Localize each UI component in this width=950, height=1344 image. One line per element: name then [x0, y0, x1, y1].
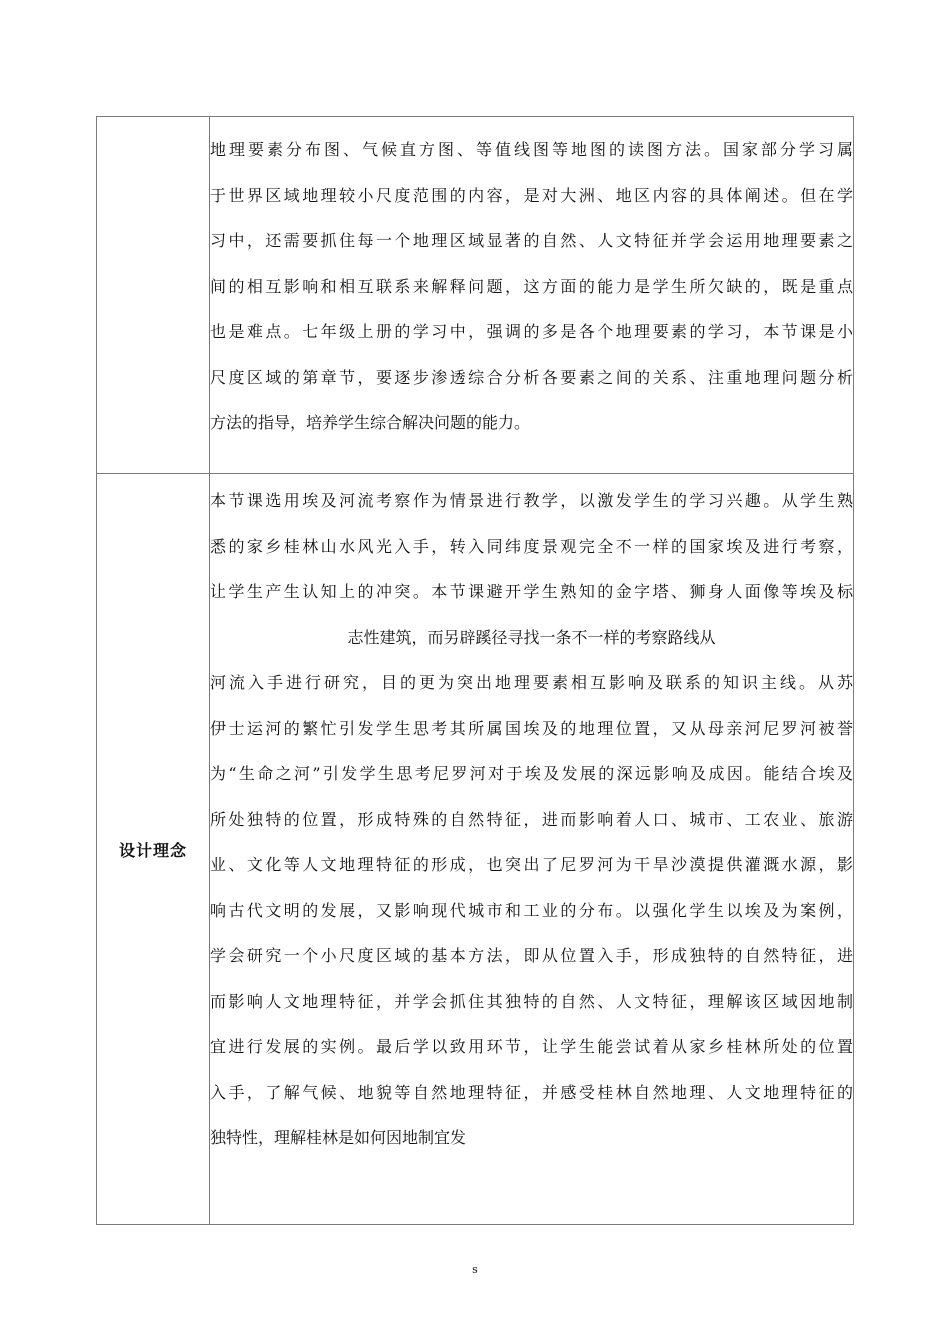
- text-line: 让学生产生认知上的冲突。本节课避开学生熟知的金字塔、狮身人面像等埃及标: [210, 582, 853, 601]
- text-line: 学会研究一个小尺度区域的基本方法，即从位置入手，形成独特的自然特征，进: [210, 946, 853, 965]
- text-line: 河流入手进行研究，目的更为突出地理要素相互影响及联系的知识主线。从苏: [210, 673, 853, 692]
- analysis-paragraph: [210, 127, 853, 446]
- text-line: 业、文化等人文地理特征的形成，也突出了尼罗河为干旱沙漠提供灌溉水源，影: [210, 855, 853, 874]
- text-line: 伊士运河的繁忙引发学生思考其所属国埃及的地理位置，又从母亲河尼罗河被誉: [210, 718, 853, 738]
- row-content-cell: [210, 474, 854, 1225]
- text-line: 习中，还需要抓住每一个地理区域显著的自然、人文特征并学会运用地理要素之: [210, 231, 853, 250]
- row-label-cell: [97, 474, 210, 1225]
- table-row: [97, 117, 854, 474]
- text-line: 响古代文明的发展，又影响现代城市和工业的分布。以强化学生以埃及为案例，: [210, 900, 853, 920]
- text-line: 也是难点。七年级上册的学习中，强调的多是各个地理要素的学习，本节课是小: [210, 322, 853, 341]
- text-line: 所处独特的位置，形成特殊的自然特征，进而影响着人口、城市、工农业、旅游: [210, 809, 853, 829]
- text-line: 志性建筑，而另辟蹊径寻找一条不一样的考察路线从: [347, 627, 716, 647]
- text-line: 尺度区域的第章节，要逐步渗透综合分析各要素之间的关系、注重地理问题分析: [210, 367, 853, 387]
- page-number: s: [472, 1263, 478, 1276]
- text-line: 独特性，理解桂林是如何因地制宜发: [210, 1128, 467, 1147]
- text-line: 方法的指导，培养学生综合解决问题的能力。: [210, 413, 531, 432]
- row-content-cell: [210, 117, 854, 474]
- text-line: 而影响人文地理特征，并学会抓住其独特的自然、人文特征，理解该区域因地制: [210, 991, 853, 1011]
- text-line: 地理要素分布图、气候直方图、等值线图等地图的读图方法。国家部分学习属: [210, 140, 853, 159]
- design-concept-paragraph: [210, 478, 853, 1161]
- text-line: 入手，了解气候、地貌等自然地理特征，并感受桂林自然地理、人文地理特征的: [210, 1082, 853, 1102]
- text-line: 本节课选用埃及河流考察作为情景进行教学，以激发学生的学习兴趣。从学生熟: [210, 491, 853, 510]
- text-line: 于世界区域地理较小尺度范围的内容，是对大洲、地区内容的具体阐述。但在学: [210, 185, 853, 205]
- text-line: 宜进行发展的实例。最后学以致用环节，让学生能尝试着从家乡桂林所处的位置: [210, 1037, 853, 1056]
- row-label-cell: [97, 117, 210, 474]
- text-line: 为“生命之河”引发学生思考尼罗河对于埃及发展的深远影响及成因。能结合埃及: [210, 764, 853, 783]
- text-line: 悉的家乡桂林山水风光入手，转入同纬度景观完全不一样的国家埃及进行考察，: [210, 536, 853, 556]
- text-line: 间的相互影响和相互联系来解释问题，这方面的能力是学生所欠缺的，既是重点: [210, 276, 853, 296]
- table-row: [97, 474, 854, 1225]
- design-concept-label: 设计理念: [118, 840, 187, 860]
- lesson-plan-table: [96, 116, 854, 1225]
